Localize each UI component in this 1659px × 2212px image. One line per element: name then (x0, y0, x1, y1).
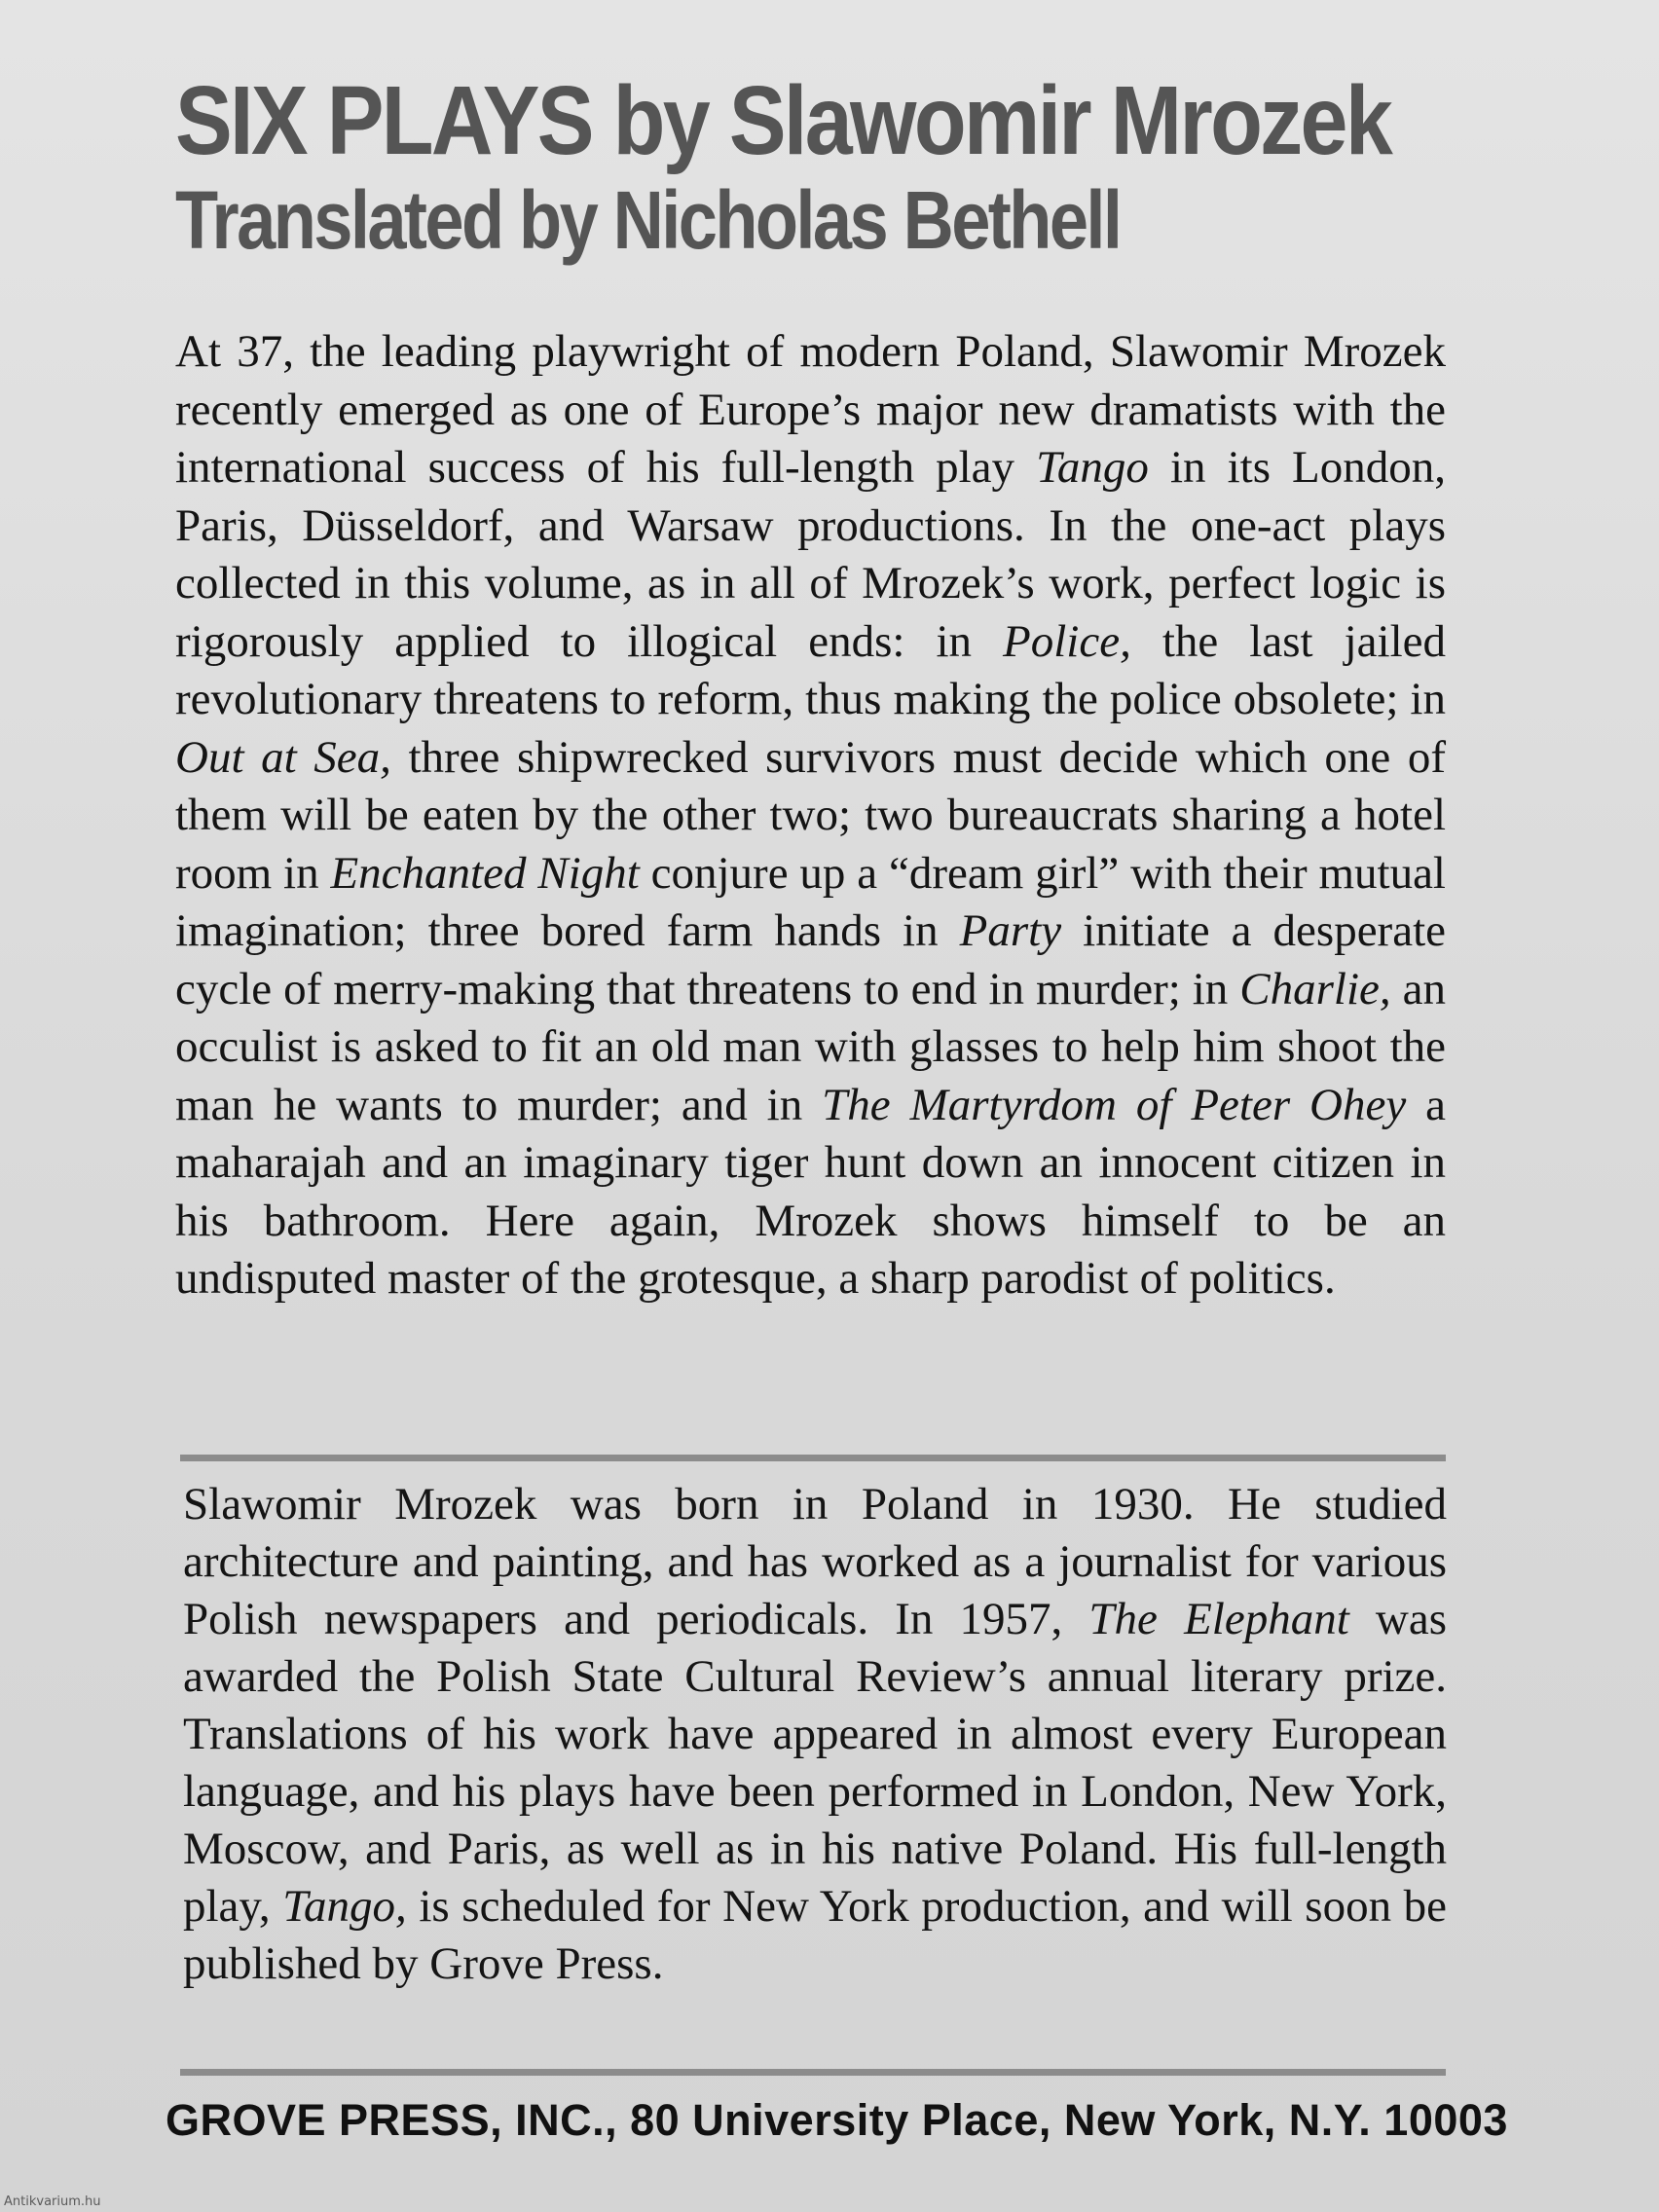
play-title-tango: Tango (1036, 442, 1149, 493)
desc-text: in its London, Paris, Düsseldorf, and Warsaw productions. In the one-act plays collected in this volume, as in all of Mrozek’s work, perfect logic is rigorously applied to illogical ends: in (175, 442, 1446, 667)
desc-text: a maharajah and an imaginary tiger hunt down an innocent citizen in his bathroom. Here again, Mrozek shows himself to be an undisputed master of the grotesque, a sharp parodist of politics. (175, 1079, 1446, 1304)
bio-text: Slawomir Mrozek was born in Poland in 1930. He studied architecture and painting, and has worked as a journalist for various Polish newspapers and periodicals. In 1957, (183, 1479, 1447, 1644)
bio-text: was awarded the Polish State Cultural Review’s annual literary prize. Translations of his work have appeared in almost every European language, and his plays have been performed in London, New York, Moscow, and Paris, as well as in his native Poland. His full-length play, (183, 1594, 1448, 1932)
desc-text: an occulist is asked to fit an old man with glasses to help him shoot the man he wants to murder; and in (175, 963, 1446, 1130)
translator-credit: Translated by Nicholas Bethell (175, 174, 1121, 266)
title-block (175, 68, 1460, 267)
desc-text: three shipwrecked survivors must decide which one of them will be eaten by the other two; two bureaucrats sharing a hotel room in (175, 731, 1446, 899)
play-title-police: Police, (1003, 615, 1131, 667)
book-title: SIX PLAYS by Slawomir Mrozek (175, 66, 1391, 175)
play-title-peter-ohey: The Martyrdom of Peter Ohey (822, 1079, 1407, 1130)
work-title-tango: Tango, (282, 1881, 407, 1932)
work-title-elephant: The Elephant (1088, 1594, 1349, 1644)
play-title-party: Party (959, 905, 1062, 956)
desc-text: the last jailed revolutionary threatens to reform, thus making the police obsolete; in (175, 615, 1446, 724)
play-title-charlie: Charlie, (1239, 963, 1391, 1014)
publisher-address: GROVE PRESS, INC., 80 University Place, New York, N.Y. 10003 (166, 2095, 1508, 2145)
desc-text: conjure up a “dream girl” with their mutual imagination; three bored farm hands in (175, 847, 1446, 956)
description-paragraph (175, 323, 1446, 1309)
watermark: Antikvarium.hu (4, 2194, 101, 2209)
divider (180, 2069, 1446, 2076)
bio-text: is scheduled for New York production, and will soon be published by Grove Press. (183, 1881, 1447, 1989)
play-title-out-at-sea: Out at Sea, (175, 731, 391, 783)
desc-text: At 37, the leading playwright of modern Poland, Slawomir Mrozek recently emerged as one of Europe’s major new dramatists with the international success of his full-length play (175, 326, 1446, 493)
play-title-enchanted-night: Enchanted Night (330, 847, 640, 899)
author-bio-paragraph (183, 1476, 1447, 1993)
divider (180, 1455, 1446, 1461)
desc-text: initiate a desperate cycle of merry-making that threatens to end in murder; in (175, 905, 1446, 1014)
